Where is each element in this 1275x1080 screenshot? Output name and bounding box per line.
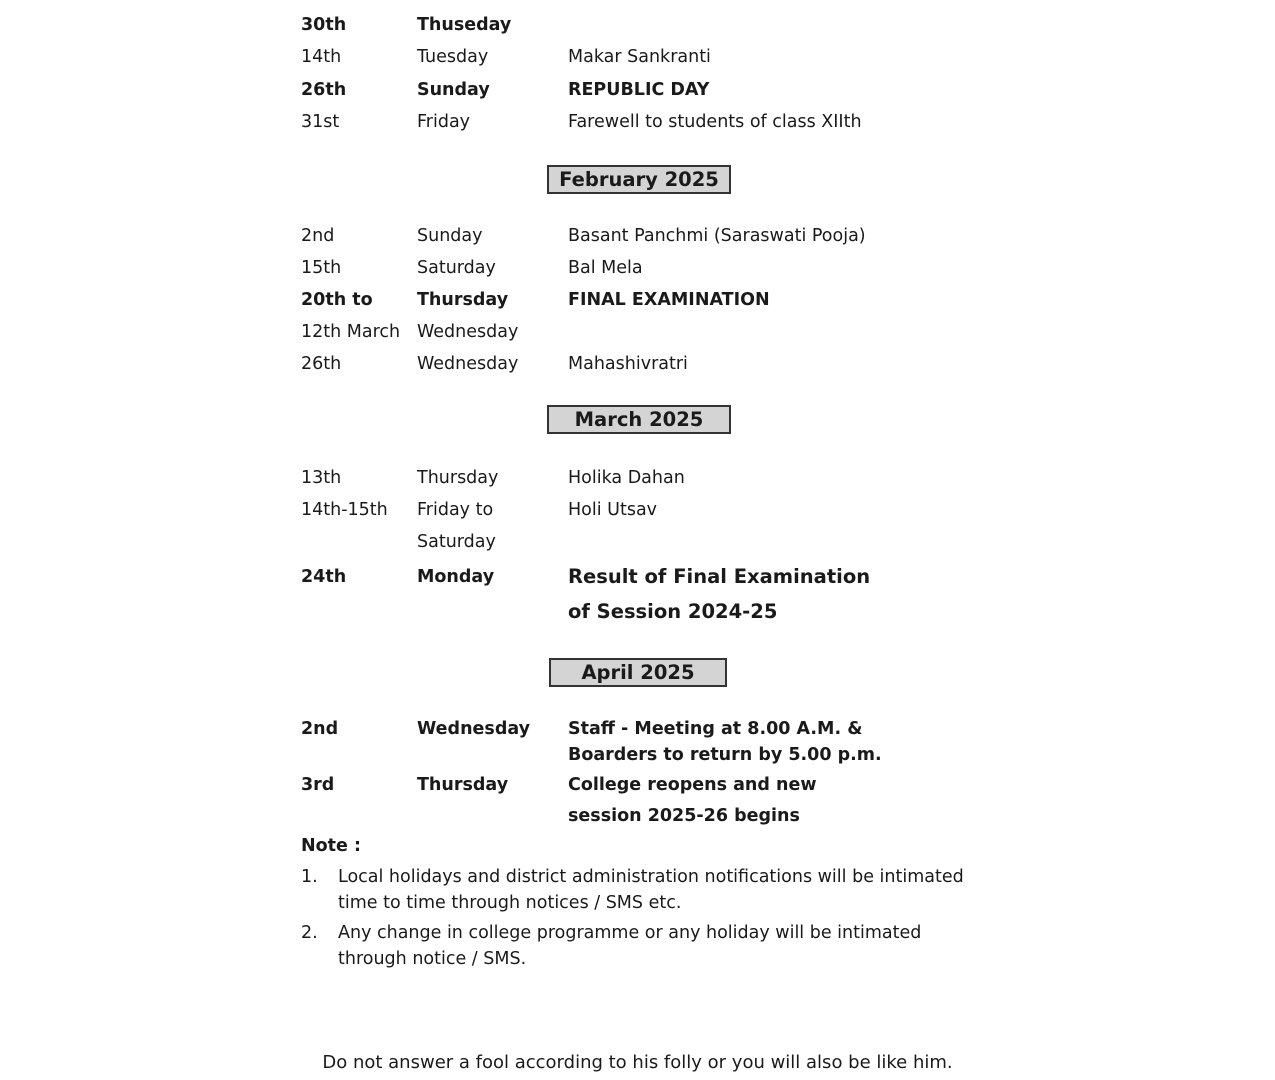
day-cell: Friday to xyxy=(417,500,494,520)
date-cell: 26th xyxy=(301,80,347,100)
date-cell: 13th xyxy=(301,468,342,488)
day-cell: Thursday xyxy=(417,775,509,795)
event-cell: Makar Sankranti xyxy=(568,47,711,67)
event-cell: Mahashivratri xyxy=(568,354,688,374)
date-cell: 30th xyxy=(301,15,347,35)
day-cell: Friday xyxy=(417,112,471,132)
note-item xyxy=(301,920,981,972)
event-cell: Holi Utsav xyxy=(568,500,658,520)
note-item xyxy=(301,864,981,916)
date-cell: 15th xyxy=(301,258,342,278)
note-text: Local holidays and district administration notifications will be intimated time to time through notices / SMS etc. xyxy=(338,867,964,913)
event-cell: of Session 2024-25 xyxy=(568,600,778,623)
date-cell: 14th-15th xyxy=(301,500,388,520)
date-cell: 20th to xyxy=(301,290,373,310)
day-cell: Sunday xyxy=(417,226,483,246)
month-header-april: April 2025 xyxy=(549,658,727,687)
month-header-march: March 2025 xyxy=(547,405,731,434)
day-cell: Sunday xyxy=(417,80,490,100)
footer-quote: Do not answer a fool according to his folly or you will also be like him. xyxy=(322,1052,953,1073)
event-cell: Staff - Meeting at 8.00 A.M. & xyxy=(568,719,863,739)
event-cell: College reopens and new xyxy=(568,775,817,795)
date-cell: 26th xyxy=(301,354,342,374)
date-cell: 24th xyxy=(301,567,347,587)
date-cell: 2nd xyxy=(301,226,335,246)
month-header-february: February 2025 xyxy=(547,165,731,194)
date-cell: 14th xyxy=(301,47,342,67)
day-cell: Thursday xyxy=(417,290,509,310)
day-cell: Wednesday xyxy=(417,322,519,342)
day-cell: Tuesday xyxy=(417,47,489,67)
event-cell: Holika Dahan xyxy=(568,468,685,488)
event-cell: Result of Final Examination xyxy=(568,565,871,588)
date-cell: 2nd xyxy=(301,719,339,739)
event-cell: Basant Panchmi (Saraswati Pooja) xyxy=(568,226,866,246)
date-cell: 31st xyxy=(301,112,340,132)
day-cell: Wednesday xyxy=(417,719,531,739)
event-cell: Bal Mela xyxy=(568,258,643,278)
day-cell: Thursday xyxy=(417,468,499,488)
date-cell: 12th March xyxy=(301,322,401,342)
note-text: Any change in college programme or any holiday will be intimated through notice / SMS. xyxy=(338,923,922,969)
day-cell: Thuseday xyxy=(417,15,512,35)
day-cell: Wednesday xyxy=(417,354,519,374)
event-cell: FINAL EXAMINATION xyxy=(568,290,770,310)
day-cell: Saturday xyxy=(417,532,496,552)
note-title: Note : xyxy=(301,836,361,856)
date-cell: 3rd xyxy=(301,775,335,795)
day-cell: Saturday xyxy=(417,258,496,278)
note-number: 1. xyxy=(301,867,318,887)
event-cell: Boarders to return by 5.00 p.m. xyxy=(568,745,882,765)
day-cell: Monday xyxy=(417,567,495,587)
event-cell: Farewell to students of class XIIth xyxy=(568,112,862,132)
event-cell: REPUBLIC DAY xyxy=(568,80,710,100)
event-cell: session 2025-26 begins xyxy=(568,806,800,826)
note-number: 2. xyxy=(301,923,318,943)
